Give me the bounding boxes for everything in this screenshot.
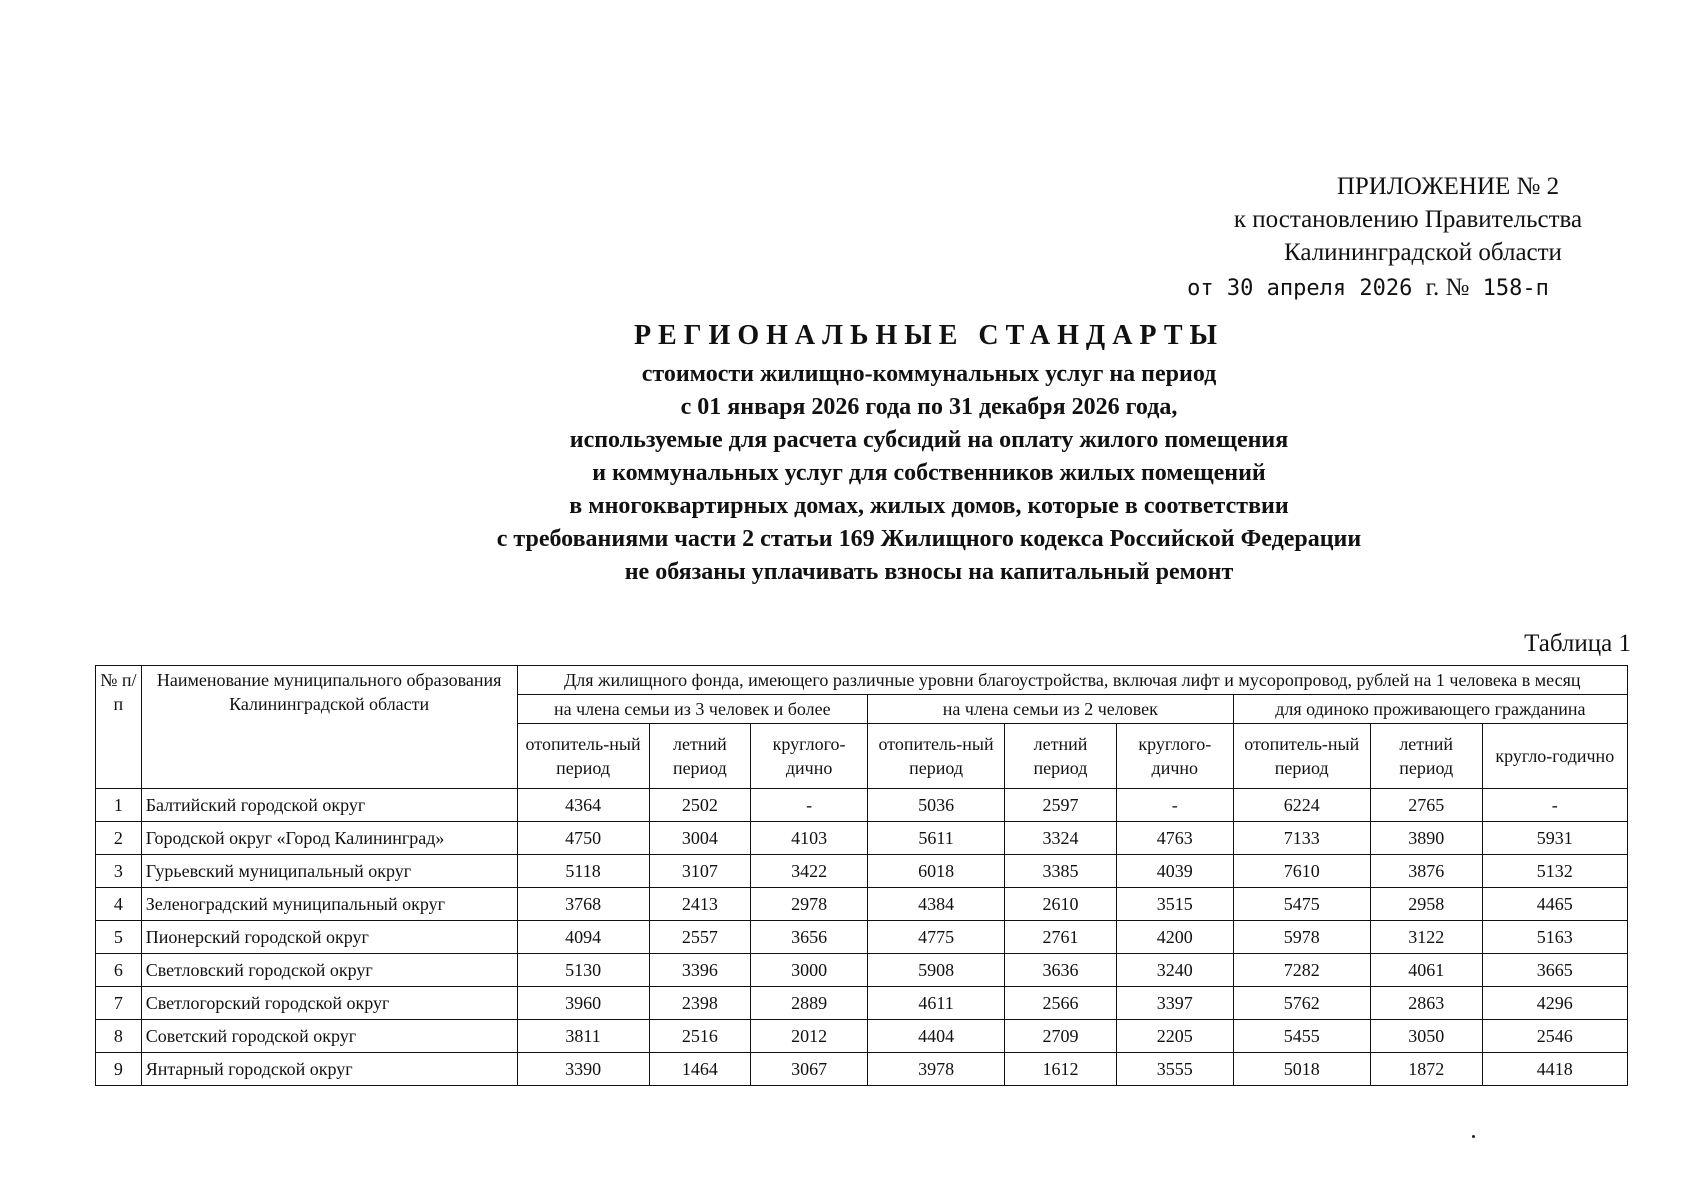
value-cell: 5118 <box>517 855 649 888</box>
title-line: и коммунальных услуг для собственников жилых помещений <box>592 460 1266 486</box>
value-cell: 3396 <box>649 954 751 987</box>
value-cell: 3004 <box>649 822 751 855</box>
row-number: 5 <box>96 921 142 954</box>
header-subgroup-3plus: на члена семьи из 3 человек и более <box>517 695 867 724</box>
value-cell: 5163 <box>1482 921 1627 954</box>
row-number: 6 <box>96 954 142 987</box>
header-subgroup-2: на члена семьи из 2 человек <box>868 695 1234 724</box>
table-row <box>96 1053 1628 1086</box>
value-cell: 3555 <box>1116 1053 1233 1086</box>
value-cell: 3385 <box>1005 855 1117 888</box>
value-cell: 5036 <box>868 789 1005 822</box>
value-cell: 4094 <box>517 921 649 954</box>
value-cell: 4750 <box>517 822 649 855</box>
table-row <box>96 855 1628 888</box>
header-subgroup-single: для одиноко проживающего гражданина <box>1233 695 1627 724</box>
value-cell: - <box>751 789 868 822</box>
scan-speck <box>1472 1135 1475 1138</box>
value-cell: 5475 <box>1233 888 1370 921</box>
value-cell: 3000 <box>751 954 868 987</box>
value-cell: 3811 <box>517 1020 649 1053</box>
value-cell: 3397 <box>1116 987 1233 1020</box>
title-line: не обязаны уплачивать взносы на капитальный ремонт <box>624 559 1234 585</box>
table-row <box>96 789 1628 822</box>
appendix-ref: к постановлению Правительства <box>1233 206 1583 233</box>
value-cell: 3107 <box>649 855 751 888</box>
municipality-name: Янтарный городской округ <box>141 1053 517 1086</box>
value-cell: 2516 <box>649 1020 751 1053</box>
value-cell: 4061 <box>1370 954 1482 987</box>
header-period: летний период <box>1005 724 1117 789</box>
value-cell: 2012 <box>751 1020 868 1053</box>
value-cell: 2889 <box>751 987 868 1020</box>
value-cell: 7282 <box>1233 954 1370 987</box>
value-cell: 2958 <box>1370 888 1482 921</box>
value-cell: 2413 <box>649 888 751 921</box>
value-cell: 4039 <box>1116 855 1233 888</box>
title-line: с требованиями части 2 статьи 169 Жилищного кодекса Российской Федерации <box>496 526 1362 552</box>
value-cell: 5132 <box>1482 855 1627 888</box>
value-cell: 3656 <box>751 921 868 954</box>
value-cell: 3390 <box>517 1053 649 1086</box>
value-cell: 4775 <box>868 921 1005 954</box>
value-cell: 5130 <box>517 954 649 987</box>
date-prefix: от <box>1187 276 1214 301</box>
table-row <box>96 1020 1628 1053</box>
header-period: круглого-дично <box>1116 724 1233 789</box>
value-cell: 2709 <box>1005 1020 1117 1053</box>
appendix-block <box>1148 170 1628 305</box>
value-cell: 3890 <box>1370 822 1482 855</box>
value-cell: 1872 <box>1370 1053 1482 1086</box>
value-cell: 3876 <box>1370 855 1482 888</box>
table-row <box>96 822 1628 855</box>
value-cell: 2557 <box>649 921 751 954</box>
header-period: кругло-годично <box>1482 724 1627 789</box>
value-cell: 3768 <box>517 888 649 921</box>
value-cell: 5762 <box>1233 987 1370 1020</box>
municipality-name: Зеленоградский муниципальный округ <box>141 888 517 921</box>
value-cell: 2978 <box>751 888 868 921</box>
value-cell: 2610 <box>1005 888 1117 921</box>
value-cell: 3960 <box>517 987 649 1020</box>
table-label: Таблица 1 <box>1524 630 1631 657</box>
table-body <box>96 789 1628 1086</box>
municipality-name: Советский городской округ <box>141 1020 517 1053</box>
value-cell: 4384 <box>868 888 1005 921</box>
title-line: используемые для расчета субсидий на оплату жилого помещения <box>569 427 1289 453</box>
table-row <box>96 888 1628 921</box>
row-number: 9 <box>96 1053 142 1086</box>
value-cell: 2205 <box>1116 1020 1233 1053</box>
value-cell: - <box>1116 789 1233 822</box>
municipality-name: Пионерский городской округ <box>141 921 517 954</box>
value-cell: 4763 <box>1116 822 1233 855</box>
value-cell: 1612 <box>1005 1053 1117 1086</box>
municipality-name: Гурьевский муниципальный округ <box>141 855 517 888</box>
value-cell: 3978 <box>868 1053 1005 1086</box>
value-cell: 2765 <box>1370 789 1482 822</box>
value-cell: 5018 <box>1233 1053 1370 1086</box>
value-cell: 3636 <box>1005 954 1117 987</box>
table-row <box>96 987 1628 1020</box>
value-cell: 4103 <box>751 822 868 855</box>
row-number: 4 <box>96 888 142 921</box>
value-cell: 2398 <box>649 987 751 1020</box>
title-line: в многоквартирных домах, жилых домов, которые в соответствии <box>569 493 1289 519</box>
header-period: круглого-дично <box>751 724 868 789</box>
appendix-region: Калининградской области <box>1284 239 1562 266</box>
value-cell: 3240 <box>1116 954 1233 987</box>
value-cell: 3422 <box>751 855 868 888</box>
value-cell: 1464 <box>649 1053 751 1086</box>
date-year: 2026 <box>1359 276 1413 301</box>
value-cell: 4404 <box>868 1020 1005 1053</box>
standards-table <box>95 665 1628 1086</box>
value-cell: 4465 <box>1482 888 1627 921</box>
value-cell: 3050 <box>1370 1020 1482 1053</box>
date-year-suffix: г. № <box>1425 274 1470 301</box>
header-group: Для жилищного фонда, имеющего различные уровни благоустройства, включая лифт и мусоропровод, рублей на 1 человека в месяц <box>517 666 1627 695</box>
value-cell: 4296 <box>1482 987 1627 1020</box>
value-cell: 6224 <box>1233 789 1370 822</box>
resolution-number: 158-п <box>1482 276 1549 301</box>
row-number: 7 <box>96 987 142 1020</box>
value-cell: 2597 <box>1005 789 1117 822</box>
value-cell: 4418 <box>1482 1053 1627 1086</box>
value-cell: 2546 <box>1482 1020 1627 1053</box>
document-title <box>0 320 1708 589</box>
value-cell: 2863 <box>1370 987 1482 1020</box>
table-row <box>96 954 1628 987</box>
row-number: 1 <box>96 789 142 822</box>
value-cell: 7133 <box>1233 822 1370 855</box>
title-line: с 01 января 2026 года по 31 декабря 2026 года, <box>680 394 1178 420</box>
value-cell: 5908 <box>868 954 1005 987</box>
row-number: 8 <box>96 1020 142 1053</box>
value-cell: 4200 <box>1116 921 1233 954</box>
value-cell: 3515 <box>1116 888 1233 921</box>
value-cell: 2566 <box>1005 987 1117 1020</box>
title-main: РЕГИОНАЛЬНЫЕ СТАНДАРТЫ <box>633 320 1225 351</box>
value-cell: 5455 <box>1233 1020 1370 1053</box>
row-number: 2 <box>96 822 142 855</box>
header-num: № п/п <box>96 666 142 789</box>
date-month: апреля <box>1266 276 1347 301</box>
header-name: Наименование муниципального образования Калининградской области <box>141 666 517 789</box>
row-number: 3 <box>96 855 142 888</box>
header-period: летний период <box>1370 724 1482 789</box>
value-cell: 3665 <box>1482 954 1627 987</box>
value-cell: 3067 <box>751 1053 868 1086</box>
header-period: летний период <box>649 724 751 789</box>
municipality-name: Городской округ «Город Калининград» <box>141 822 517 855</box>
appendix-date-number <box>1148 271 1628 305</box>
municipality-name: Балтийский городской округ <box>141 789 517 822</box>
value-cell: 5978 <box>1233 921 1370 954</box>
value-cell: 5611 <box>868 822 1005 855</box>
appendix-title: ПРИЛОЖЕНИЕ № 2 <box>1336 173 1560 200</box>
date-day: 30 <box>1226 276 1254 301</box>
header-period: отопитель-ный период <box>517 724 649 789</box>
value-cell: 5931 <box>1482 822 1627 855</box>
value-cell: 6018 <box>868 855 1005 888</box>
value-cell: 4364 <box>517 789 649 822</box>
municipality-name: Светлогорский городской округ <box>141 987 517 1020</box>
header-period: отопитель-ный период <box>1233 724 1370 789</box>
title-line: стоимости жилищно-коммунальных услуг на период <box>641 361 1217 387</box>
value-cell: 3324 <box>1005 822 1117 855</box>
header-period: отопитель-ный период <box>868 724 1005 789</box>
value-cell: 3122 <box>1370 921 1482 954</box>
value-cell: - <box>1482 789 1627 822</box>
municipality-name: Светловский городской округ <box>141 954 517 987</box>
value-cell: 4611 <box>868 987 1005 1020</box>
value-cell: 2761 <box>1005 921 1117 954</box>
table-row <box>96 921 1628 954</box>
value-cell: 2502 <box>649 789 751 822</box>
value-cell: 7610 <box>1233 855 1370 888</box>
